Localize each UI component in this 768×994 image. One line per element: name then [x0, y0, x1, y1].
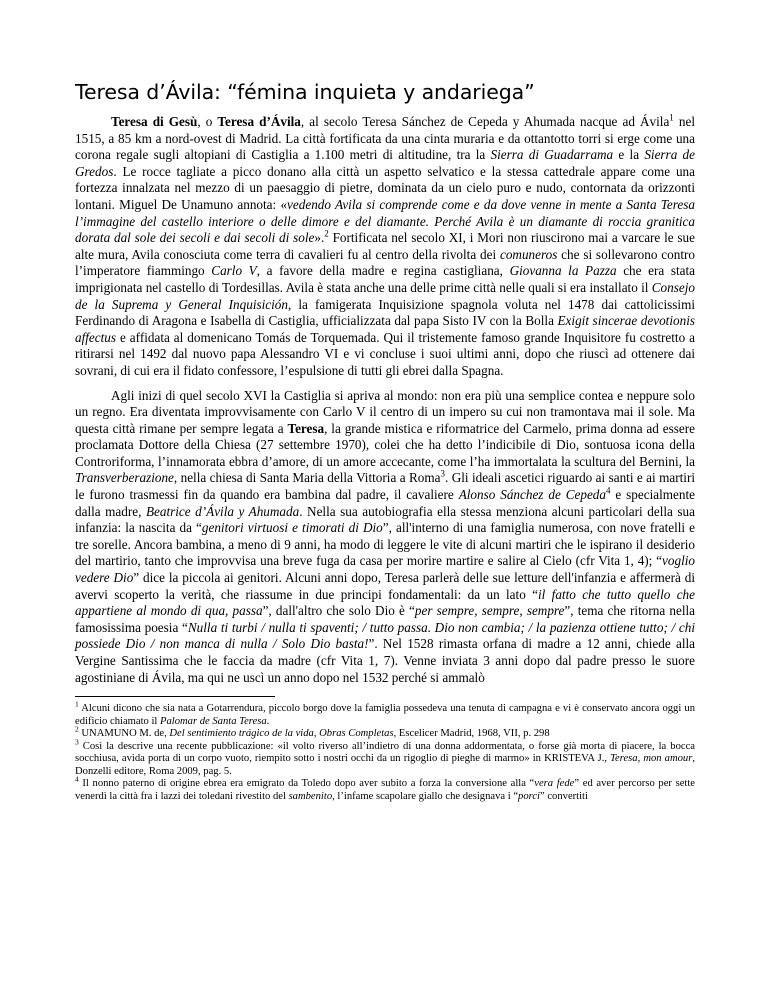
- text-run: ” convertiti: [540, 790, 588, 802]
- italic-text: voglio vedere Dio: [75, 553, 695, 586]
- text-run: .: [266, 715, 270, 727]
- text-run: ” dice la piccola ai genitori. Alcuni anni dopo, Teresa parlerà delle sue letture dell'infanzia e affermerà di avervi scoperto la verità, che riassume in due principi fondamentali: da un lato “: [75, 570, 695, 602]
- text-run: . Gli ideali ascetici riguardo ai santi e ai martiri le furono trasmessi fin da quando era bambina dal padre, il cavaliere: [75, 470, 695, 503]
- bold-text: Teresa di Gesù: [111, 114, 198, 129]
- footnote-ref: 4: [606, 485, 611, 496]
- text-run: , nella chiesa di Santa Maria della Vittoria a Roma: [173, 470, 441, 486]
- footnotes: [75, 699, 695, 803]
- text-run: UNAMUNO M. de,: [78, 728, 170, 740]
- text-run: e specialmente dalla madre,: [75, 487, 696, 519]
- italic-text: Teresa, mon amour: [610, 753, 693, 765]
- text-run: , la grande mistica e riformatrice del Carmelo, prima donna ad essere proclamata Dottore della Chiesa (27 settembre 1970), colei che ha detto l’indicibile di Dio, sontuosa icona della Controriforma, l’innamorata ebbra d’amore, di un amore accecante, come l’ha immortalata la scultura del Bernini, la: [75, 420, 695, 469]
- text-run: Fortificata nel secolo XI, i Mori non riuscirono mai a varcare le sue alte mura, Avila conosciuta come terra di cavalieri fu al centro della rivolta dei: [75, 230, 695, 262]
- paragraph-2: [75, 388, 695, 687]
- text-run: Agli inizi di quel secolo XVI la Castiglia si apriva al mondo: non era più una semplice contea e neppure solo un regno. Era diventata improvvisamente con Carlo V il centro di un impero su cui non tramontava mai il sole. Ma questa città rimane per sempre legata a: [75, 387, 695, 436]
- text-run: ”, all'interno di una famiglia numerosa, con nove fratelli e tre sorelle. Ancora bambina, a meno di 9 anni, ha modo di leggere le vite di alcuni martiri che le ispirano il desiderio del martirio, tanto che improvvisa una breve fuga da casa per morire martire e salire al Cielo (cfr Vita 1, 4); “: [75, 520, 696, 569]
- bold-text: Teresa: [287, 420, 325, 436]
- text-run: . Nella sua autobiografia ella stessa menziona alcuni particolari della sua infanzia: la nascita da “: [75, 503, 695, 536]
- text-run: , Donzelli editore, Roma 2009, pag. 5.: [75, 753, 695, 777]
- paragraph-1: [75, 114, 695, 380]
- footnote-ref: 2: [75, 724, 79, 734]
- italic-text: Del sentimiento trágico de la vida, Obras Completas: [169, 728, 394, 740]
- text-run: , a favore della madre e regina castigliana,: [256, 263, 510, 279]
- text-run: Alcuni dicono che sia nata a Gotarrendura, piccolo borgo dove la famiglia possedeva una tenuta di campagna e vi è conservato ancora oggi un edificio chiamato il: [75, 703, 695, 727]
- footnote-ref: 4: [75, 774, 79, 784]
- text-run: ”. Nel 1528 rimasta orfana di madre a 12 anni, chiede alla Vergine Santissima che le faccia da madre (cfr Vita 1, 7). Venne inviata 3 anni dopo dal padre presso le suore agostiniane di Ávila, ma qui ne uscì un anno dopo nel 1532 perché si ammalò: [75, 636, 695, 685]
- italic-text: Exigit sincerae devotionis affectus: [75, 313, 695, 345]
- text-run: , o: [197, 114, 218, 129]
- footnote-3: [75, 737, 695, 779]
- italic-text: Palomar de Santa Teresa: [160, 715, 267, 727]
- footnote-ref: 3: [440, 469, 445, 480]
- italic-text: Carlo V: [211, 263, 257, 279]
- footnote-separator: [75, 696, 275, 697]
- italic-text: il fatto che tutto quello che appartiene al mondo di qua, passa: [75, 586, 695, 619]
- footnote-2: [75, 724, 695, 741]
- text-run: . Le rocce tagliate a picco donano alla città un aspetto selvatico e la stessa cattedrale appare come una fortezza innalzata nel mezzo di un paesaggio di pietre, dominata da un cielo puro e nudo, contornata da orizzonti lontani. Miguel De Unamuno annota: «: [75, 163, 695, 212]
- page-title: Teresa d’Ávila: “fémina inquieta y andariega”: [75, 80, 535, 104]
- italic-text: sambenito: [288, 790, 333, 802]
- italic-text: Giovanna la Pazza: [509, 263, 617, 279]
- italic-text: vera fede: [534, 778, 575, 790]
- italic-text: per sempre, sempre, sempre: [414, 603, 565, 619]
- italic-text: Sierra di Guadarrama: [490, 147, 614, 163]
- bold-text: Teresa d’Ávila: [217, 114, 301, 129]
- text-run: nel 1515, a 85 km a nord-ovest di Madrid. La città fortificata da una cinta muraria e da ottantotto torri si erge come una corona regale sugli altopiani di Castiglia a 1.100 metri di altitudine, tra la: [75, 114, 695, 163]
- text-run: che si sollevarono contro l’imperatore fiammingo: [75, 246, 695, 279]
- text-run: , la famigerata Inquisizione spagnola voluta nel 1478 dai cattolicissimi Ferdinando di Aragona e Isabella di Castiglia, ufficializzata dal papa Sisto IV con la Bolla: [75, 296, 695, 329]
- italic-text: Nulla ti turbi / nulla ti spaventi; / tutto passa. Dio non cambia; / la pazienza ottiene tutto; / chi possiede Dio / non manca di nulla / Solo Dio basta!: [75, 619, 695, 652]
- italic-text: Beatrice d’Ávila y Ahumada: [145, 503, 300, 519]
- text-run: , Escelicer Madrid, 1968, VII, p. 298: [393, 728, 550, 740]
- text-run: Così la descrive una recente pubblicazione: «il volto riverso all’indietro di una donna addormentata, o forse già morta di piacere, la bocca socchiusa, avida porta di un corpo vuoto, riempito sotto i nostri occhi da un rigoglio di pieghe di marmo» in KRISTEVA J.,: [75, 740, 695, 765]
- text-run: e affidata al domenicano Tomás de Torquemada. Qui il tristemente famoso grande Inquisitore fu costretto a ritirarsi nel 1492 dal nuovo papa Alessandro VI e vi concluse i suoi ultimi anni, dopo che riuscì ad ottenere dai sovrani, di cui era il fidato confessore, l’espulsione di tutti gli ebrei dalla Spagna.: [75, 329, 695, 378]
- italic-text: Transverberazione: [75, 470, 174, 486]
- text-run: ”, tema che ritorna nella famosissima poesia “: [75, 603, 695, 635]
- document-page: [75, 80, 695, 803]
- italic-text: porci: [518, 790, 540, 802]
- footnote-1: [75, 699, 695, 728]
- footnote-4: [75, 774, 695, 803]
- italic-text: vedendo Avila si comprende come e da dove venne in mente a Santa Teresa l’immagine del castello interiore o delle dimore e del diamante. Perché Avila è un diamante di roccia granitica dorata dal sole dei secoli e dai secoli di sole: [75, 196, 695, 246]
- italic-text: Consejo de la Suprema y General Inquisición: [75, 279, 695, 312]
- text-run: e la: [613, 147, 645, 163]
- footnote-ref: 3: [75, 737, 79, 747]
- footnote-ref: 1: [669, 112, 674, 123]
- footnote-ref: 2: [324, 228, 329, 239]
- text-run: ».: [314, 230, 325, 246]
- text-run: , al secolo Teresa Sánchez de Cepeda y Ahumada nacque ad Ávila: [300, 114, 670, 129]
- text-run: Il nonno paterno di origine ebrea era emigrato da Toledo dopo aver subito a forza la conversione alla “: [78, 778, 535, 790]
- italic-text: Sierra de Gredos: [75, 147, 695, 179]
- text-run: che era stata imprigionata nel castello di Tordesillas. Avila è stata anche una delle prime città nelle quali si era installato il: [75, 263, 695, 295]
- text-run: , l’infame scapolare giallo che designava i “: [332, 790, 519, 802]
- footnote-ref: 1: [75, 699, 79, 709]
- text-run: ” ed aver percorso per sette venerdì la città fra i lazzi dei toledani rivestito del: [75, 778, 695, 802]
- italic-text: comuneros: [499, 246, 558, 262]
- italic-text: genitori virtuosi e timorati di Dio: [201, 520, 383, 536]
- text-run: ”, dall'altro che solo Dio è “: [262, 603, 415, 619]
- italic-text: Alonso Sánchez de Cepeda: [458, 487, 606, 503]
